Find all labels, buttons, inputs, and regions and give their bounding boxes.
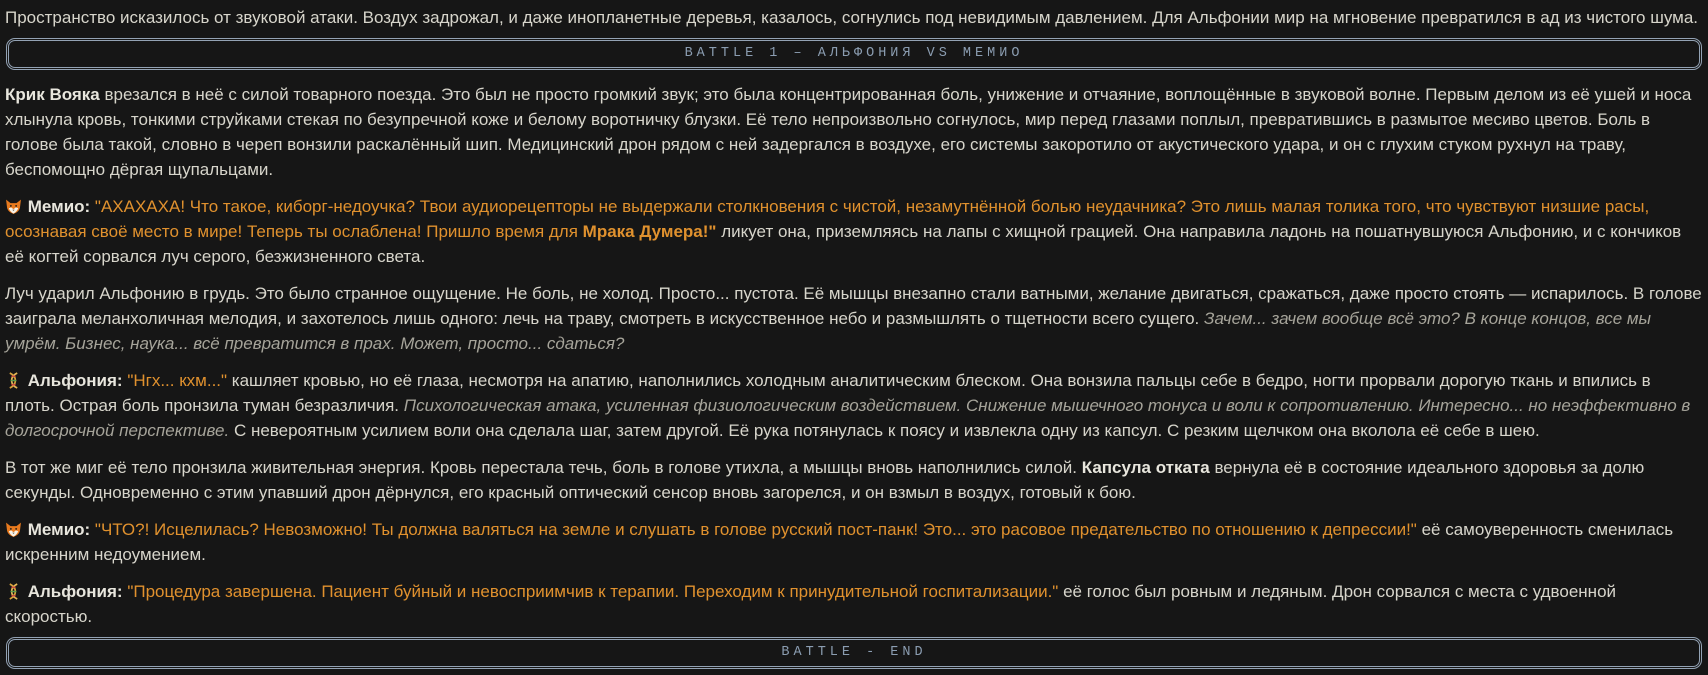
text-segment-italic: Зачем... зачем вообще всё это? В конце концов, все мы умрём. Бизнес, наука... всё превратится в прах. Может, просто... сдаться? [5, 309, 1652, 353]
text-segment-quote: "Нгх... кхм..." [127, 371, 228, 390]
text-segment-bold: Альфония: [23, 582, 128, 601]
text-segment-bold: Мемио: [23, 197, 95, 216]
text-segment-normal: врезался в неё с силой товарного поезда. Это был не просто громкий звук; это была концентрированная боль, унижение и отчаяние, воплощённые в звуковой волне. Первым делом из её ушей и носа хлынула кровь, тонкими струйками стекая по безупречной коже и белому воротничку блузки. Её тело непроизвольно согнулось, мир перед глазами поплыл, превратившись в размытое месиво цветов. Боль в голове была такой, словно в череп вонзили раскалённый шип. Медицинский дрон рядом с ней задергался в воздухе, его системы закоротило от акустического удара, и он с глухим стуком рухнул на траву, беспомощно дёргая щупальцами. [5, 85, 1692, 179]
text-segment-normal: ликует она, приземляясь на лапы с хищной грацией. Она направила ладонь на пошатнувшуюся Альфонию, и с кончиков её когтей сорвался луч серого, безжизненного света. [5, 222, 1682, 266]
text-segment-quote: "АХАХАХА! Что такое, киборг-недоучка? Твои аудиорецепторы не выдержали столкновения с чистой, незамутнённой болью неудачника? Это лишь малая толика того, что чувствуют низшие расы, осознавая своё место в мире! Теперь ты ослаблена! Пришло время для [5, 197, 1650, 241]
memio-taunt [5, 194, 1703, 269]
alphonia-response [5, 368, 1703, 443]
dna-icon [5, 579, 23, 604]
memio-shock [5, 517, 1703, 567]
text-segment-normal: Пространство исказилось от звуковой атаки. Воздух задрожал, и даже инопланетные деревья, казалось, согнулись под невидимым давлением. Для Альфонии мир на мгновение превратился в ад из чистого шума. [5, 8, 1699, 27]
battle-log-intro [5, 5, 1703, 30]
dna-icon [5, 368, 23, 393]
battle-end-banner [6, 637, 1702, 669]
text-segment-bold: Капсула отката [1081, 458, 1210, 477]
fox-icon [5, 194, 23, 219]
alphonia-verdict [5, 579, 1703, 629]
battle-log-body [5, 82, 1703, 629]
text-segment-normal: кашляет кровью, но её глаза, несмотря на апатию, наполнились холодным аналитическим блеском. Она вонзила пальцы себе в бедро, ногти прорвали дорогую ткань и впились в плоть. Острая боль пронзила туман безразличия. [5, 371, 1651, 415]
narration-rollback-capsule [5, 455, 1703, 505]
battle-start-banner [6, 38, 1702, 70]
text-segment-bold: Мемио: [23, 520, 95, 539]
battle-start-label: BATTLE 1 – АЛЬФОНИЯ VS МЕМИО [684, 46, 1024, 61]
text-segment-normal: вернула её в состояние идеального здоровья за долю секунды. Одновременно с этим упавший дрон дёрнулся, его красный оптический сенсор вновь загорелся, и он взмыл в воздух, готовый к бою. [5, 458, 1645, 502]
text-segment-normal: её самоуверенность сменилась искренним недоумением. [5, 520, 1674, 564]
text-segment-normal: С невероятным усилием воли она сделала шаг, затем другой. Её рука потянулась к поясу и извлекла одну из капсул. С резким щелчком она вколола её себе в шею. [229, 421, 1540, 440]
battle-end-label: BATTLE - END [781, 645, 927, 660]
text-segment-quote-bold: Мрака Думера!" [582, 222, 717, 241]
text-segment-quote: "Процедура завершена. Пациент буйный и невосприимчив к терапии. Переходим к принудительной госпитализации." [127, 582, 1059, 601]
narration-scream-attack [5, 82, 1703, 182]
text-segment-bold: Крик Вояка [5, 85, 100, 104]
text-segment-normal: Луч ударил Альфонию в грудь. Это было странное ощущение. Не боль, не холод. Просто... пустота. Её мышцы внезапно стали ватными, желание двигаться, сражаться, даже просто стоять — испарилось. В голове заиграла меланхоличная мелодия, и захотелось лишь одного: лечь на траву, смотреть в искусственное небо и размышлять о тщетности всего сущего. [5, 284, 1702, 328]
fox-icon [5, 517, 23, 542]
text-segment-bold: Альфония: [23, 371, 128, 390]
narration-intro [5, 5, 1703, 30]
text-segment-italic: Психологическая атака, усиленная физиологическим воздействием. Снижение мышечного тонуса и воли к сопротивлению. Интересно... но неэффективно в долгосрочной перспективе. [5, 396, 1691, 440]
text-segment-normal: её голос был ровным и ледяным. Дрон сорвался с места с удвоенной скоростью. [5, 582, 1617, 626]
text-segment-quote: "ЧТО?! Исцелилась? Невозможно! Ты должна валяться на земле и слушать в голове русский пост-панк! Это... это расовое предательство по отношению к депрессии!" [94, 520, 1417, 539]
narration-doom-ray [5, 281, 1703, 356]
text-segment-normal: В тот же миг её тело пронзила живительная энергия. Кровь перестала течь, боль в голове утихла, а мышцы вновь наполнились силой. [5, 458, 1082, 477]
